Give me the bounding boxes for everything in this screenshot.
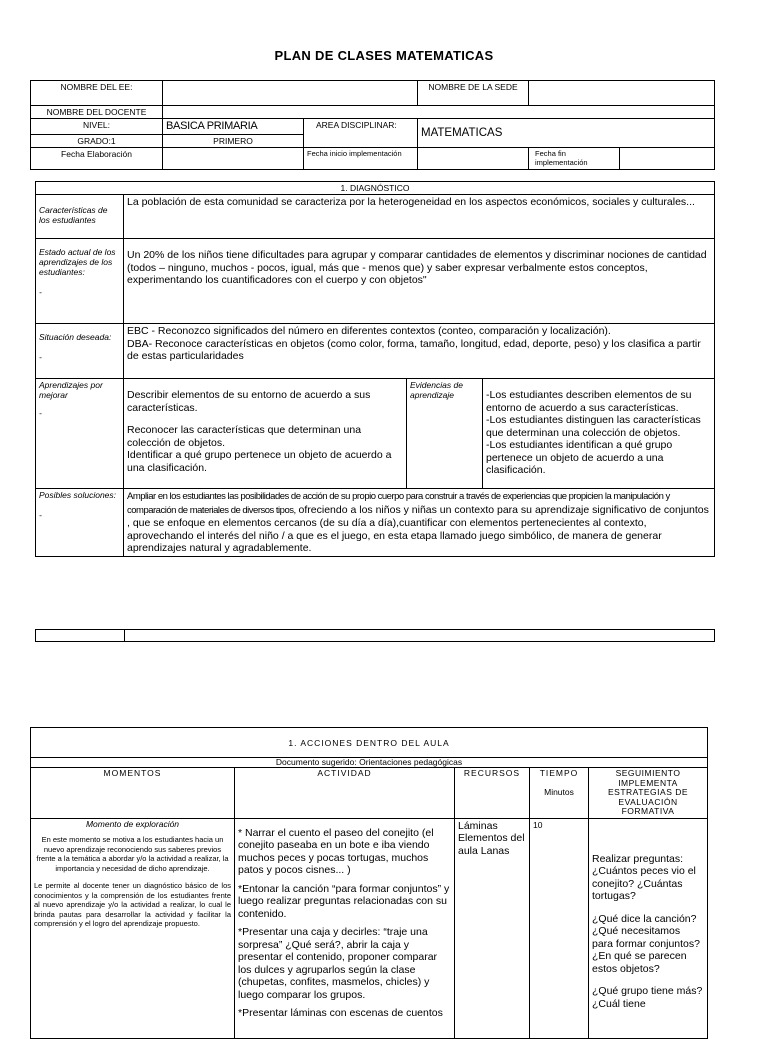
empty-cell-right[interactable] xyxy=(125,630,715,642)
ee-value[interactable] xyxy=(163,81,418,106)
actividad-p1: * Narrar el cuento el paseo del conejito (el conejito paseaba en un bote e iba viendo muchos peces y pocas tortugas, muchos patos y pocos cisnes... ) xyxy=(238,826,434,876)
actividad-p2: *Entonar la canción “para formar conjuntos” y luego realizar preguntas relacionadas con su contenido. xyxy=(238,882,450,920)
area-value: MATEMATICAS xyxy=(418,119,715,148)
estado-dash: - xyxy=(39,287,42,297)
situacion-cell xyxy=(124,324,715,379)
estado-label-cell xyxy=(36,239,124,324)
col-tiempo: TIEMPO xyxy=(539,768,579,778)
col-tiempo-sub: Minutos xyxy=(544,787,574,797)
evidencias-label: Evidencias de aprendizaje xyxy=(407,379,483,489)
docente-value[interactable] xyxy=(163,106,715,119)
fecha-fin-value[interactable] xyxy=(620,148,715,170)
soluciones-cell xyxy=(124,489,715,557)
nivel-value: BASICA PRIMARIA xyxy=(163,119,304,135)
empty-row-table xyxy=(35,629,715,642)
nivel-label: NIVEL: xyxy=(31,119,163,135)
aprendizajes-label-cell xyxy=(36,379,124,489)
evidencias-text-1: -Los estudiantes describen elementos de su entorno de acuerdo a sus características. xyxy=(486,389,692,414)
momento-cell xyxy=(31,818,235,1038)
soluciones-dash: - xyxy=(39,510,42,520)
seguimiento-p1: Realizar preguntas: ¿Cuántos peces vio el conejito? ¿Cuántas tortugas? xyxy=(592,852,696,902)
fecha-elaboracion-value[interactable] xyxy=(163,148,304,170)
momento-p1: En este momento se motiva a los estudiantes hacia un nuevo aprendizaje reconociendo sus saberes previos frente a la temática a abordar y/o la actividad a realizar, la importancia y necesidad de dicho aprendizaje. xyxy=(36,835,229,873)
col-seguimiento: SEGUIMIENTO IMPLEMENTA ESTRATEGIAS DE EVALUACIÓN FORMATIVA xyxy=(589,768,708,819)
grado-label: GRADO:1 xyxy=(31,135,163,148)
empty-cell-left[interactable] xyxy=(36,630,125,642)
aprendizajes-label: Aprendizajes por mejorar xyxy=(39,380,103,400)
area-label: AREA DISCIPLINAR: xyxy=(304,119,418,148)
evidencias-text-2: -Los estudiantes distinguen las características que determinan una colección de objetos. xyxy=(486,414,701,439)
aprendizajes-dash: - xyxy=(39,408,42,418)
situacion-label-cell xyxy=(36,324,124,379)
evidencias-text-3: -Los estudiantes identifican a qué grupo pertenece un objeto de acuerdo a una clasificación. xyxy=(486,439,673,476)
soluciones-label: Posibles soluciones: xyxy=(39,490,117,500)
col-actividad: ACTIVIDAD xyxy=(235,768,455,819)
actividad-p4: *Presentar láminas con escenas de cuentos xyxy=(238,1007,443,1019)
recursos: Láminas Elementos del aula Lanas xyxy=(455,818,530,1038)
aprendizajes-p3: Identificar a qué grupo pertenece un objeto de acuerdo a una clasificación. xyxy=(127,449,392,474)
seguimiento-p2: ¿Qué dice la canción? ¿Qué necesitamos para formar conjuntos? ¿En qué se parecen estos objetos? xyxy=(592,912,700,975)
ee-label: NOMBRE DEL EE: xyxy=(31,81,163,106)
tiempo: 10 xyxy=(530,818,589,1038)
aprendizajes-p2: Reconocer las características que determinan una colección de objetos. xyxy=(127,424,362,449)
situacion-ebc: EBC - Reconozco significados del número en diferentes contextos (conteo, comparación y localización). xyxy=(127,325,611,337)
acciones-heading: 1. ACCIONES DENTRO DEL AULA xyxy=(31,728,708,758)
soluciones-label-cell xyxy=(36,489,124,557)
seguimiento-cell xyxy=(589,818,708,1038)
soluciones-text-a: Ampliar en los estudiantes las posibilidades de acción de su propio cuerpo para construir a través de experiencias que propicien la manipulación y comparación de materiales de diversos tipos, xyxy=(127,491,670,516)
grado-value: PRIMERO xyxy=(163,135,304,148)
situacion-dba: DBA- Reconoce características en objetos (como color, forma, tamaño, longitud, edad, deporte, peso) y los clasifica a partir de estas particularidades xyxy=(127,337,701,362)
situacion-dash: - xyxy=(39,352,42,362)
documento-sugerido: Documento sugerido: Orientaciones pedagógicas xyxy=(31,758,708,768)
aprendizajes-p1: Describir elementos de su entorno de acuerdo a sus características. xyxy=(127,389,371,414)
actividad-cell xyxy=(235,818,455,1038)
estado-label: Estado actual de los aprendizajes de los estudiantes: xyxy=(39,247,116,277)
col-tiempo-cell xyxy=(530,768,589,819)
momento-title: Momento de exploración xyxy=(85,818,180,829)
momento-p2: Le permite al docente tener un diagnóstico básico de los conocimientos y la comprensión de los estudiantes frente al nuevo aprendizaje y/o la actividad a realizar, lo cual le brinda pautas para desarrollar la actividad y facilitar la comprensión y el logro del aprendizaje propuesto. xyxy=(34,881,231,928)
diagnostico-heading: 1. DIAGNÓSTICO xyxy=(36,182,715,195)
evidencias-cell xyxy=(483,379,715,489)
acciones-table xyxy=(30,727,708,1039)
diagnostico-table xyxy=(35,181,715,557)
situacion-label: Situación deseada: xyxy=(39,332,112,342)
caracteristicas-text: La población de esta comunidad se caracteriza por la heterogeneidad en los aspectos económicos, sociales y culturales... xyxy=(124,195,715,239)
col-recursos: RECURSOS xyxy=(455,768,530,819)
caracteristicas-label: Características de los estudiantes xyxy=(36,195,124,239)
sede-value[interactable] xyxy=(529,81,715,106)
page-title: PLAN DE CLASES MATEMATICAS xyxy=(274,48,494,63)
soluciones-text-b: ofreciendo a los niños y niñas un contexto para su aprendizaje significativo de conjuntos , que se enfoque en elementos cercanos (de su día a día),cuantificar con elementos pertenecientes al contexto, aprovechando el interés del niño / a que es el juego, en esta etapa llamado juego simbólico, de manera de generar aprendizajes natural y agradablemente. xyxy=(127,503,709,554)
col-momentos: MOMENTOS xyxy=(31,768,235,819)
aprendizajes-cell xyxy=(124,379,407,489)
fecha-fin-label: Fecha fin implementación xyxy=(529,148,620,170)
sede-label: NOMBRE DE LA SEDE xyxy=(418,81,529,106)
seguimiento-p3: ¿Qué grupo tiene más? ¿Cuál tiene xyxy=(592,985,703,1010)
estado-text: Un 20% de los niños tiene dificultades para agrupar y comparar cantidades de elementos y discriminar nociones de cantidad (todos – ninguno, muchos - pocos, igual, más que - menos que) y saber expresar verbalmente estos conceptos, experimentando los cuantificadores con el cuerpo y con objetos" xyxy=(124,239,715,324)
docente-label: NOMBRE DEL DOCENTE xyxy=(31,106,163,119)
fecha-elaboracion-label: Fecha Elaboración xyxy=(31,148,163,170)
actividad-p3: *Presentar una caja y decirles: “traje una sorpresa” ¿Qué será?, abrir la caja y presentar el contenido, proponer comparar los dulces y agruparlos según la clase (chupetas, confites, masmelos, chicles) y luego comparar los grupos. xyxy=(238,926,438,1001)
header-table xyxy=(30,80,715,170)
fecha-inicio-value[interactable] xyxy=(418,148,529,170)
fecha-inicio-label: Fecha inicio implementación xyxy=(304,148,418,170)
